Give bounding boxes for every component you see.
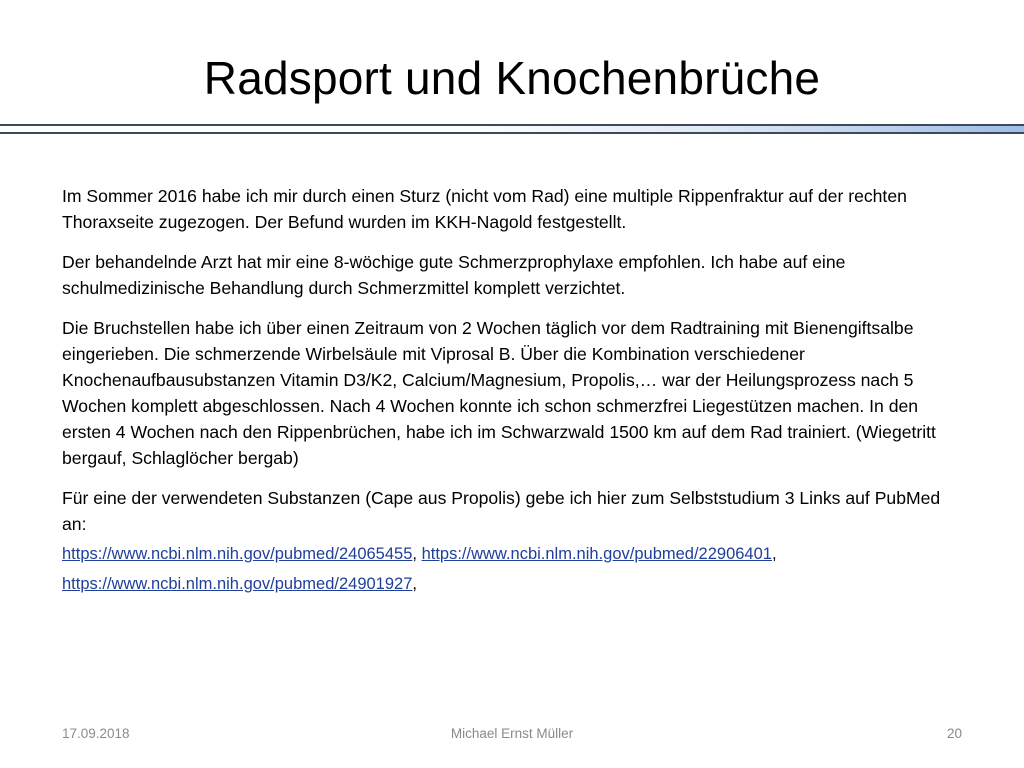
links-line-2 [62, 569, 967, 599]
link-separator: , [771, 545, 777, 563]
pubmed-link-24065455[interactable]: https://www.ncbi.nlm.nih.gov/pubmed/24065455 [62, 545, 413, 563]
paragraph-treatment: Der behandelnde Arzt hat mir eine 8-wöchige gute Schmerzprophylaxe empfohlen. Ich habe auf eine schulmedizinische Behandlung durch Schmerzmittel komplett verzichtet. [62, 252, 846, 298]
pubmed-link-22906401[interactable]: https://www.ncbi.nlm.nih.gov/pubmed/22906401 [421, 545, 772, 563]
footer-page-number: 20 [946, 726, 962, 741]
paragraph-healing: Die Bruchstellen habe ich über einen Zeitraum von 2 Wochen täglich vor dem Radtraining mit Bienengiftsalbe eingerieben. Die schmerzende Wirbelsäule mit Viprosal B. Über die Kombination verschiedener Knochenaufbausubstanzen Vitamin D3/K2, Calcium/Magnesium, Propolis,… war der Heilungsprozess nach 5 Wochen komplett abgeschlossen. Nach 4 Wochen konnte ich schon schmerzfrei Liegestützen machen. In den ersten 4 Wochen nach den Rippenbrüchen, habe ich im Schwarzwald 1500 km auf dem Rad trainiert. (Wiegetritt bergauf, Schlaglöcher bergab) [62, 318, 936, 468]
pubmed-links [62, 539, 967, 599]
footer-date: 17.09.2018 [62, 726, 130, 741]
title-divider [0, 124, 1024, 134]
slide-title: Radsport und Knochenbrüche [203, 52, 821, 104]
link-separator: , [412, 575, 417, 593]
paragraph-injury: Im Sommer 2016 habe ich mir durch einen Sturz (nicht vom Rad) eine multiple Rippenfraktur auf der rechten Thoraxseite zugezogen. Der Befund wurden im KKH-Nagold festgestellt. [62, 186, 907, 232]
link-separator: , [412, 545, 417, 563]
pubmed-link-24901927[interactable]: https://www.ncbi.nlm.nih.gov/pubmed/24901927 [62, 575, 413, 593]
links-line-1 [62, 539, 967, 569]
paragraph-links-intro: Für eine der verwendeten Substanzen (Cape aus Propolis) gebe ich hier zum Selbststudium 3 Links auf PubMed an: [62, 488, 941, 534]
slide-body [62, 183, 967, 599]
footer-author: Michael Ernst Müller [450, 726, 574, 741]
